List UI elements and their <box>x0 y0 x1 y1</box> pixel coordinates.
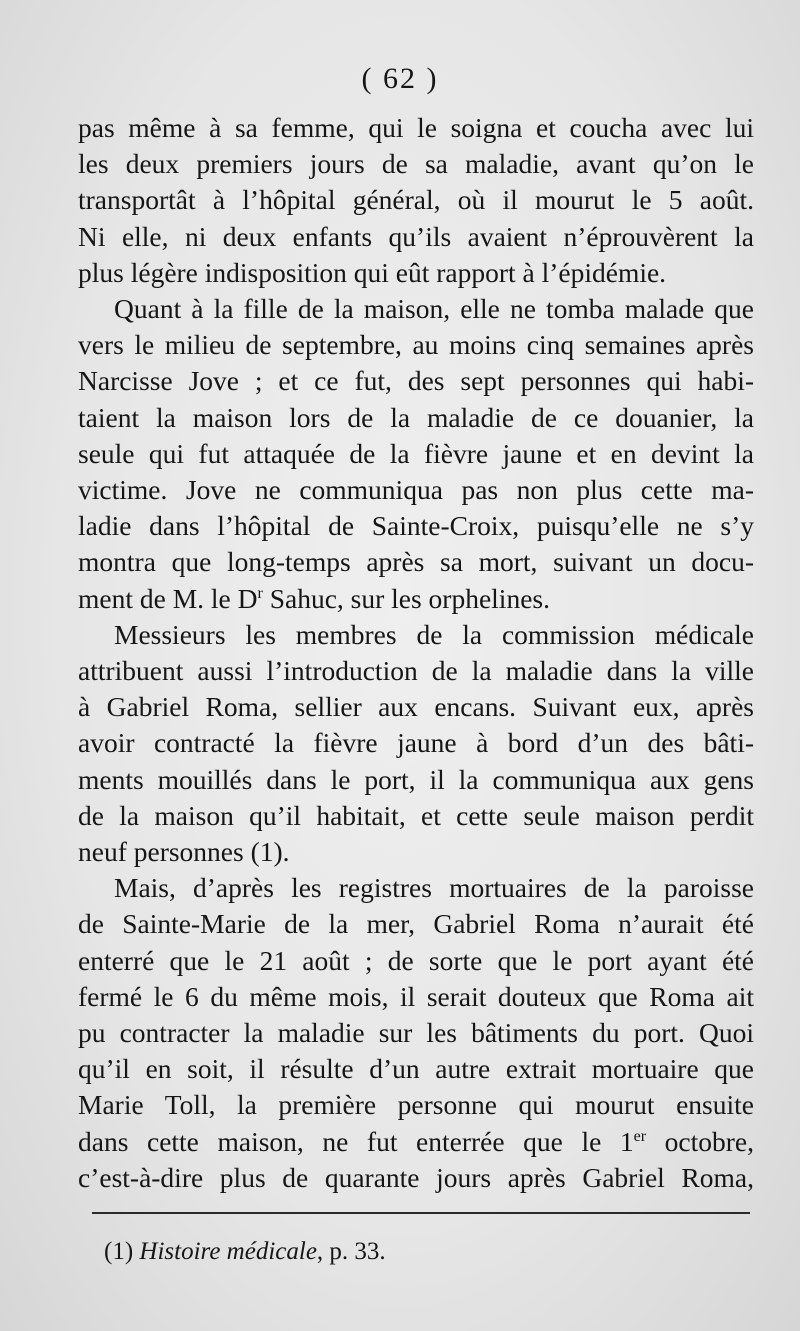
text-line: Ni elle, ni deux enfants qu’ils avaient n’éprouvèrent la <box>78 220 754 252</box>
body-text <box>78 110 754 1196</box>
text-line: Messieurs les membres de la commission médicale <box>114 618 754 650</box>
text-segment: dans cette maison, ne fut enterrée que le 1 <box>78 1125 634 1157</box>
text-line: c’est-à-dire plus de quarante jours après Gabriel Roma, <box>78 1161 754 1193</box>
paragraph-2 <box>78 291 754 617</box>
text-segment: Sahuc, sur les orphelines. <box>262 582 550 614</box>
text-line: ments mouillés dans le port, il la communiqua aux gens <box>78 763 754 795</box>
footnote-rest: , p. 33. <box>316 1238 386 1265</box>
footnote-marker: (1) <box>104 1238 134 1265</box>
text-line: qu’il en soit, il résulte d’un autre extrait mortuaire que <box>78 1053 754 1085</box>
footnote-title: Histoire médicale <box>139 1238 317 1265</box>
paragraph-3 <box>78 617 754 870</box>
text-line: de Sainte-Marie de la mer, Gabriel Roma n’aurait été <box>78 908 754 940</box>
text-line: victime. Jove ne communiqua pas non plus cette ma- <box>78 474 754 506</box>
text-line: ladie dans l’hôpital de Sainte-Croix, puisqu’elle ne s’y <box>78 510 754 542</box>
text-line: taient la maison lors de la maladie de ce douanier, la <box>78 401 754 433</box>
text-line: seule qui fut attaquée de la fièvre jaune et en devint la <box>78 437 754 469</box>
text-line: vers le milieu de septembre, au moins cinq semaines après <box>78 329 754 361</box>
text-line: enterré que le 21 août ; de sorte que le port ayant été <box>78 944 754 976</box>
text-line: à Gabriel Roma, sellier aux encans. Suivant eux, après <box>78 691 754 723</box>
text-line: avoir contracté la fièvre jaune à bord d’un des bâti- <box>78 727 754 759</box>
text-line <box>78 1124 754 1160</box>
text-line: montra que long-temps après sa mort, suivant un docu- <box>78 546 754 578</box>
text-line: plus légère indisposition qui eût rapport à l’épidémie. <box>78 256 667 288</box>
superscript: er <box>633 1127 647 1145</box>
paragraph-1 <box>78 110 754 291</box>
text-line: Mais, d’après les registres mortuaires de la paroisse <box>114 872 754 904</box>
text-line: Quant à la fille de la maison, elle ne tomba malade que <box>114 293 754 325</box>
text-line: Marie Toll, la première personne qui mourut ensuite <box>78 1089 754 1121</box>
text-line: Narcisse Jove ; et ce fut, des sept personnes qui habi- <box>78 365 754 397</box>
text-line: de la maison qu’il habitait, et cette seule maison perdit <box>78 799 754 831</box>
text-segment: ment de M. le D <box>78 582 258 614</box>
text-line: fermé le 6 du même mois, il serait douteux que Roma ait <box>78 980 754 1012</box>
footnote-divider <box>92 1212 750 1214</box>
text-line: attribuent aussi l’introduction de la maladie dans la ville <box>78 655 754 687</box>
text-segment: octobre, <box>646 1125 754 1157</box>
text-line: pas même à sa femme, qui le soigna et coucha avec lui <box>78 112 754 143</box>
text-line: les deux premiers jours de sa maladie, avant qu’on le <box>78 148 754 180</box>
text-line: pu contracter la maladie sur les bâtiments du port. Quoi <box>78 1017 754 1049</box>
paragraph-4 <box>78 870 754 1196</box>
text-line <box>78 581 754 617</box>
text-line: transportât à l’hôpital général, où il mourut le 5 août. <box>78 184 754 216</box>
footnote <box>104 1238 386 1266</box>
superscript: r <box>257 584 263 602</box>
text-line: neuf personnes (1). <box>78 836 290 868</box>
page-number: ( 62 ) <box>361 62 439 95</box>
